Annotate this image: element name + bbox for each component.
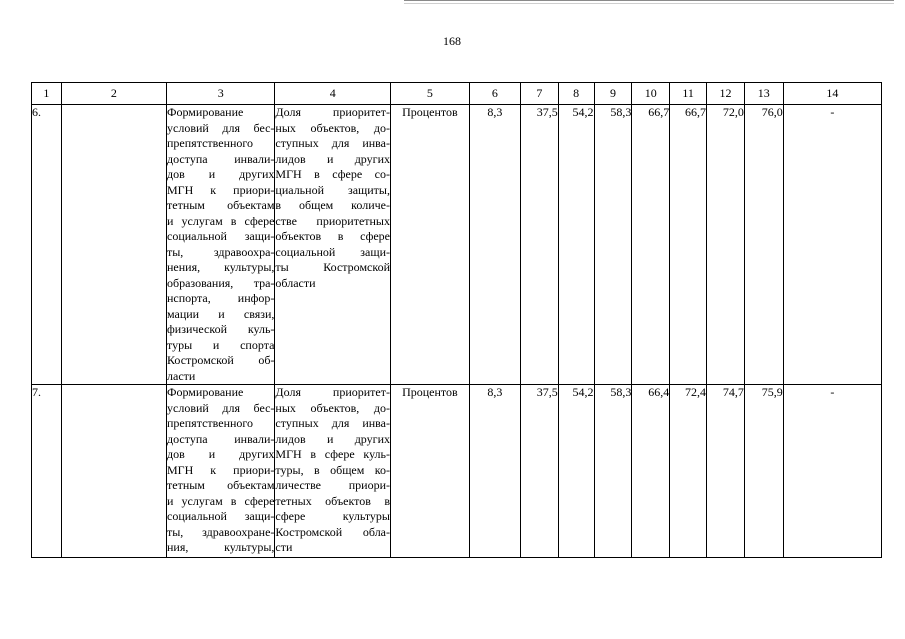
text-line: условий для бес-	[167, 120, 275, 135]
indicator-description	[275, 385, 391, 558]
empty-cell	[61, 105, 166, 385]
text-line: нения, культуры,	[167, 260, 275, 274]
value-cell: 75,9	[744, 385, 783, 558]
text-line: доступа инвали-	[167, 151, 275, 166]
text-line: ступных для инва-	[275, 136, 390, 150]
top-rule-secondary	[404, 3, 894, 4]
text-line: условий для бес-	[167, 400, 275, 415]
value-cell: 66,7	[670, 105, 707, 385]
text-line: ния, культуры,	[167, 540, 275, 554]
text-line: социальной защи-	[167, 509, 275, 523]
header-cell: 3	[167, 83, 275, 105]
text-line: социальной защи-	[167, 229, 275, 243]
text-line: МГН к приори-	[167, 182, 275, 197]
value-cell: 54,2	[558, 105, 594, 385]
notes-cell: -	[783, 385, 881, 558]
text-line: сфере культуры	[275, 509, 390, 523]
text-line: Доля приоритет-	[275, 385, 390, 399]
text-line: туры, в общем ко-	[275, 462, 390, 477]
notes-cell: -	[783, 105, 881, 385]
text-line: ты Костромской	[275, 260, 390, 274]
text-line: циальной защиты,	[275, 182, 390, 197]
event-description	[167, 385, 275, 558]
text-line: туры и спорта	[167, 337, 275, 352]
header-cell: 1	[32, 83, 62, 105]
header-cell: 2	[61, 83, 166, 105]
text-line: ных объектов, до-	[275, 120, 390, 135]
text-line: Костромской обла-	[275, 524, 390, 539]
header-cell: 4	[275, 83, 391, 105]
page-number: 168	[443, 34, 461, 48]
text-line: сти	[275, 540, 293, 554]
text-line: дов и других	[167, 167, 275, 181]
text-line: области	[275, 275, 316, 290]
text-line: образования, тра-	[167, 275, 275, 290]
text-line: в общем количе-	[275, 198, 390, 212]
text-line: социальной защи-	[275, 244, 390, 259]
unit-cell: Процентов	[391, 385, 470, 558]
header-row	[32, 83, 882, 105]
header-cell: 5	[391, 83, 470, 105]
header-cell: 9	[594, 83, 632, 105]
text-line: мации и связи,	[167, 306, 275, 321]
header-cell: 6	[469, 83, 520, 105]
value-cell: 66,4	[632, 385, 670, 558]
text-line: стве приоритетных	[275, 213, 390, 228]
text-line: МГН в сфере куль-	[275, 447, 390, 461]
value-cell: 72,4	[670, 385, 707, 558]
row-number: 6.	[32, 105, 62, 385]
header-cell: 8	[558, 83, 594, 105]
header-cell: 13	[744, 83, 783, 105]
value-cell: 37,5	[520, 105, 558, 385]
text-line: тетным объектам	[167, 478, 275, 492]
unit-cell: Процентов	[391, 105, 470, 385]
value-cell: 74,7	[707, 385, 745, 558]
text-line: личестве приори-	[275, 478, 390, 492]
value-cell: 58,3	[594, 105, 632, 385]
text-line: препятственного	[167, 136, 254, 150]
header-cell: 7	[520, 83, 558, 105]
indicators-table	[31, 82, 882, 558]
text-line: МГН к приори-	[167, 462, 275, 477]
header-cell: 10	[632, 83, 670, 105]
text-line: физической куль-	[167, 322, 275, 336]
text-line: и услугам в сфере	[167, 493, 275, 508]
table-row	[32, 105, 882, 385]
text-line: ты, здравоохра-	[167, 244, 275, 259]
row-number: 7.	[32, 385, 62, 558]
value-cell: 54,2	[558, 385, 594, 558]
text-line: Формирование	[167, 105, 244, 119]
text-line: ных объектов, до-	[275, 400, 390, 415]
event-description	[167, 105, 275, 385]
value-cell: 72,0	[707, 105, 745, 385]
empty-cell	[61, 385, 166, 558]
text-line: ступных для инва-	[275, 416, 390, 430]
text-line: ты, здравоохране-	[167, 524, 275, 539]
indicator-description	[275, 105, 391, 385]
header-cell: 12	[707, 83, 745, 105]
header-cell: 11	[670, 83, 707, 105]
top-rule	[404, 0, 894, 2]
table-row	[32, 385, 882, 558]
value-cell: 37,5	[520, 385, 558, 558]
text-line: ласти	[167, 368, 196, 383]
text-line: Формирование	[167, 385, 244, 399]
text-line: лидов и других	[275, 151, 390, 166]
text-line: тетных объектов в	[275, 493, 390, 508]
text-line: Доля приоритет-	[275, 105, 390, 119]
text-line: и услугам в сфере	[167, 213, 275, 228]
value-cell: 66,7	[632, 105, 670, 385]
text-line: препятственного	[167, 416, 254, 430]
value-cell: 76,0	[744, 105, 783, 385]
text-line: лидов и других	[275, 431, 390, 446]
value-cell: 8,3	[469, 105, 520, 385]
text-line: нспорта, инфор-	[167, 291, 275, 305]
text-line: доступа инвали-	[167, 431, 275, 446]
value-cell: 58,3	[594, 385, 632, 558]
text-line: тетным объектам	[167, 198, 275, 212]
header-cell: 14	[783, 83, 881, 105]
value-cell: 8,3	[469, 385, 520, 558]
text-line: МГН в сфере со-	[275, 167, 390, 181]
text-line: дов и других	[167, 447, 275, 461]
text-line: Костромской об-	[167, 353, 275, 367]
text-line: объектов в сфере	[275, 229, 390, 243]
